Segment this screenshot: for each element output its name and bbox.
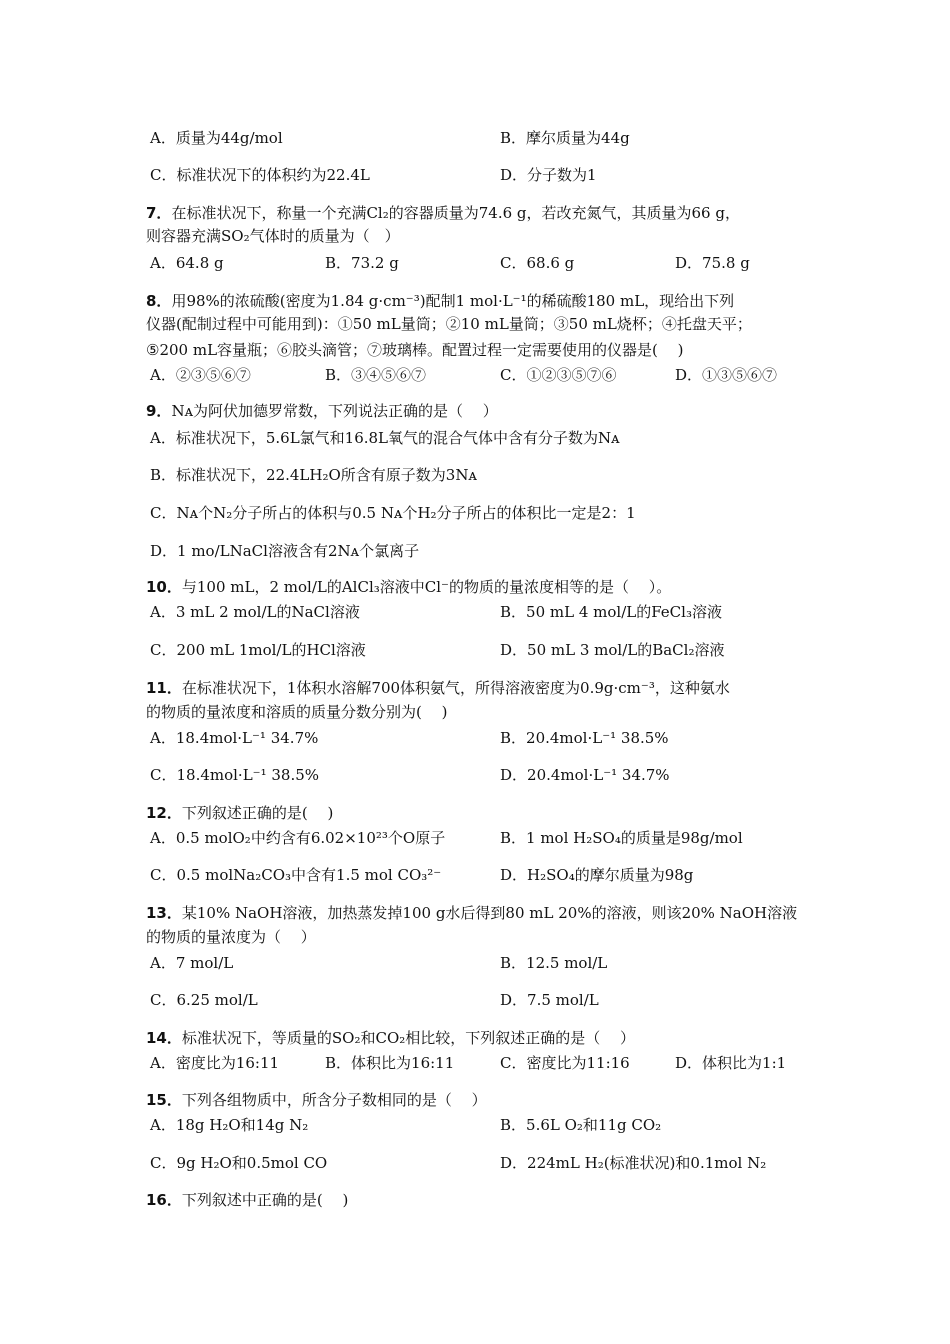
q13-option-c: C．6.25 mol/L (150, 991, 258, 1009)
q16-number: 16． (146, 1191, 182, 1209)
q12-stem (146, 802, 826, 824)
q13-number: 13． (146, 904, 182, 922)
q11-number: 11． (146, 679, 182, 697)
q14-option-d: D．体积比为1:1 (675, 1054, 787, 1072)
q10-option-a: A．3 mL 2 mol/L的NaCl溶液 (150, 603, 360, 621)
q10-stem (146, 576, 826, 598)
q10-option-d: D．50 mL 3 mol/L的BaCl₂溶液 (500, 641, 725, 659)
q6-option-c: C．标准状况下的体积约为22.4L (150, 166, 370, 184)
q8-line2: 仪器(配制过程中可能用到)：①50 mL量筒；②10 mL量筒；③50 mL烧杯；④托盘天平； (146, 315, 752, 333)
q9-option-c: C．Nᴀ个N₂分子所占的体积与0.5 Nᴀ个H₂分子所占的体积比一定是2：1 (150, 504, 636, 522)
q7-stem (146, 202, 826, 224)
q12-option-c: C．0.5 molNa₂CO₃中含有1.5 mol CO₃²⁻ (150, 866, 442, 884)
q7-number: 7． (146, 204, 172, 222)
q11-line1: 在标准状况下，1体积水溶解700体积氨气，所得溶液密度为0.9g·cm⁻³，这种氨水 (181, 679, 730, 697)
q16-stem (146, 1189, 826, 1211)
q9-stem (146, 400, 826, 422)
q14-line1: 标准状况下，等质量的SO₂和CO₂相比较，下列叙述正确的是（ ） (181, 1029, 636, 1047)
q9-line1: Nᴀ为阿伏加德罗常数，下列说法正确的是（ ） (171, 402, 498, 420)
q6-option-b: B．摩尔质量为44g (500, 129, 630, 147)
q12-option-d: D．H₂SO₄的摩尔质量为98g (500, 866, 694, 884)
q9-option-d: D．1 mo/LNaCl溶液含有2Nᴀ个氯离子 (150, 542, 420, 560)
q9-option-b: B．标准状况下，22.4LH₂O所含有原子数为3Nᴀ (150, 466, 477, 484)
q15-option-c: C．9g H₂O和0.5mol CO (150, 1154, 328, 1172)
q13-option-d: D．7.5 mol/L (500, 991, 599, 1009)
q15-option-d: D．224mL H₂(标准状况)和0.1mol N₂ (500, 1154, 767, 1172)
q15-stem (146, 1089, 826, 1111)
q13-option-a: A．7 mol/L (150, 954, 234, 972)
q6-option-d: D．分子数为1 (500, 166, 597, 184)
q16-line1: 下列叙述中正确的是( ) (181, 1191, 349, 1209)
q12-line1: 下列叙述正确的是( ) (181, 804, 334, 822)
q14-option-b: B．体积比为16:11 (325, 1054, 455, 1072)
q7-option-b: B．73.2 g (325, 254, 399, 272)
q15-option-b: B．5.6L O₂和11g CO₂ (500, 1116, 662, 1134)
q12-option-b: B．1 mol H₂SO₄的质量是98g/mol (500, 829, 743, 847)
q8-option-a: A．②③⑤⑥⑦ (150, 366, 251, 384)
q8-line3: ⑤200 mL容量瓶；⑥胶头滴管；⑦玻璃棒。配置过程一定需要使用的仪器是( ) (146, 341, 684, 359)
q7-line1: 在标准状况下，称量一个充满Cl₂的容器质量为74.6 g，若改充氮气，其质量为66 g， (171, 204, 740, 222)
q11-option-b: B．20.4mol·L⁻¹ 38.5% (500, 729, 669, 747)
q11-option-c: C．18.4mol·L⁻¹ 38.5% (150, 766, 320, 784)
q13-stem (146, 902, 826, 924)
q10-option-c: C．200 mL 1mol/L的HCl溶液 (150, 641, 366, 659)
q13-line1: 某10% NaOH溶液，加热蒸发掉100 g水后得到80 mL 20%的溶液，则该20% NaOH溶液 (181, 904, 798, 922)
q8-option-b: B．③④⑤⑥⑦ (325, 366, 427, 384)
q12-option-a: A．0.5 molO₂中约含有6.02×10²³个O原子 (150, 829, 446, 847)
q6-option-a: A．质量为44g/mol (150, 129, 283, 147)
q14-number: 14． (146, 1029, 182, 1047)
q13-line2: 的物质的量浓度为（ ） (146, 928, 316, 946)
q11-line2: 的物质的量浓度和溶质的质量分数分别为( ) (146, 703, 448, 721)
q14-option-c: C．密度比为11:16 (500, 1054, 630, 1072)
q8-line1: 用98%的浓硫酸(密度为1.84 g·cm⁻³)配制1 mol·L⁻¹的稀硫酸180 mL，现给出下列 (171, 292, 735, 310)
q7-line2: 则容器充满SO₂气体时的质量为（ ） (146, 227, 400, 245)
q8-stem (146, 290, 826, 312)
q10-option-b: B．50 mL 4 mol/L的FeCl₃溶液 (500, 603, 722, 621)
q10-line1: 与100 mL，2 mol/L的AlCl₃溶液中Cl⁻的物质的量浓度相等的是（ ）。 (181, 578, 672, 596)
q7-option-c: C．68.6 g (500, 254, 575, 272)
q12-number: 12． (146, 804, 182, 822)
q13-option-b: B．12.5 mol/L (500, 954, 608, 972)
q15-option-a: A．18g H₂O和14g N₂ (150, 1116, 309, 1134)
q9-number: 9． (146, 402, 172, 420)
q10-number: 10． (146, 578, 182, 596)
q11-stem (146, 677, 826, 699)
q7-option-d: D．75.8 g (675, 254, 750, 272)
q11-option-d: D．20.4mol·L⁻¹ 34.7% (500, 766, 670, 784)
q15-number: 15． (146, 1091, 182, 1109)
q8-option-d: D．①③⑤⑥⑦ (675, 366, 778, 384)
q8-number: 8． (146, 292, 172, 310)
q9-option-a: A．标准状况下，5.6L氯气和16.8L氧气的混合气体中含有分子数为Nᴀ (150, 429, 620, 447)
q8-option-c: C．①②③⑤⑦⑥ (500, 366, 617, 384)
q14-stem (146, 1027, 826, 1049)
q7-option-a: A．64.8 g (150, 254, 224, 272)
q15-line1: 下列各组物质中，所含分子数相同的是（ ） (181, 1091, 487, 1109)
q11-option-a: A．18.4mol·L⁻¹ 34.7% (150, 729, 319, 747)
q14-option-a: A．密度比为16:11 (150, 1054, 280, 1072)
